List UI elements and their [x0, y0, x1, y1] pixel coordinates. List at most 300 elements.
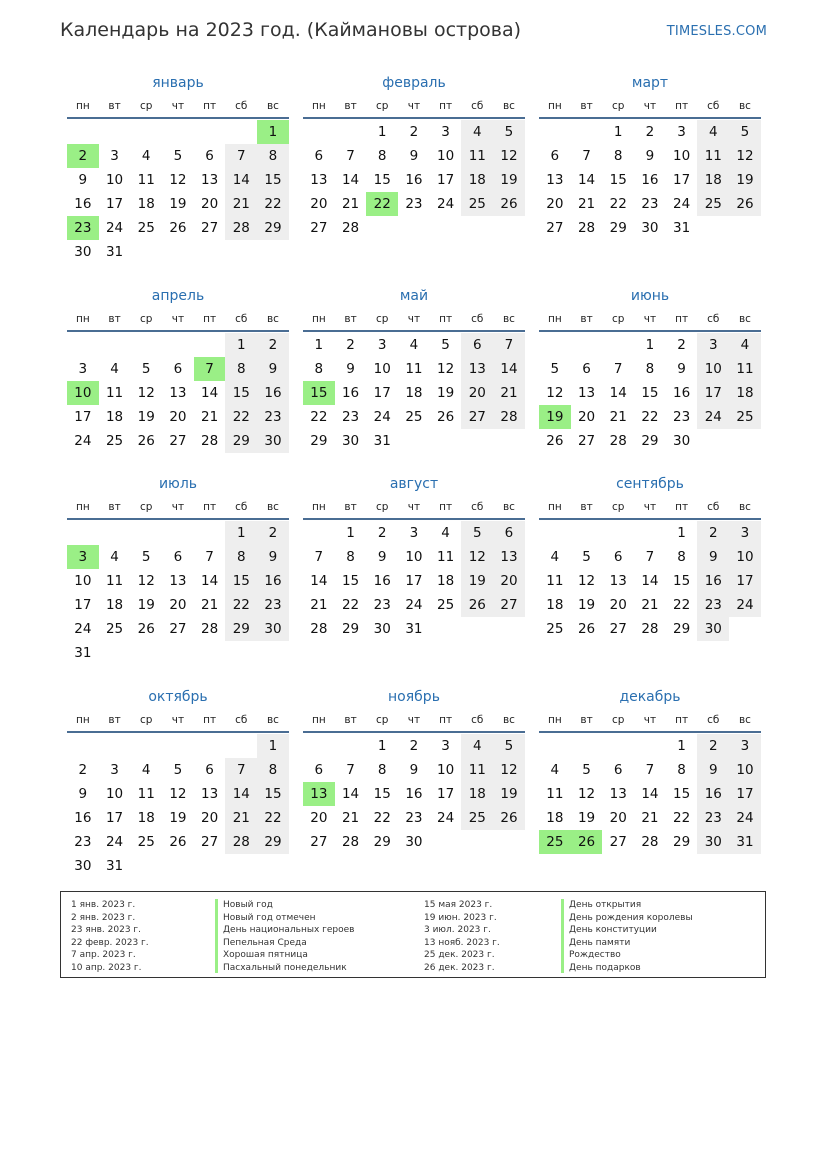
day-cell[interactable]: 26: [493, 806, 525, 830]
day-cell[interactable]: 13: [577, 385, 596, 401]
day-cell[interactable]: 19: [137, 409, 155, 425]
day-cell[interactable]: 28: [493, 405, 525, 429]
day-cell[interactable]: 17: [373, 385, 391, 401]
day-cell[interactable]: 21: [641, 810, 659, 826]
day-cell[interactable]: 28: [225, 216, 257, 240]
day-cell[interactable]: 18: [105, 409, 124, 425]
day-cell[interactable]: 17: [74, 597, 92, 613]
day-cell[interactable]: 10: [437, 762, 455, 778]
day-cell[interactable]: 2: [409, 124, 419, 140]
day-cell[interactable]: 5: [729, 120, 761, 144]
day-cell[interactable]: 3: [729, 734, 761, 758]
day-cell[interactable]: 18: [697, 168, 729, 192]
holiday-day-cell[interactable]: 3: [67, 545, 99, 569]
day-cell[interactable]: 30: [373, 621, 391, 637]
holiday-day-cell[interactable]: 1: [257, 120, 289, 144]
day-cell[interactable]: 26: [169, 834, 187, 850]
day-cell[interactable]: 30: [405, 834, 423, 850]
holiday-day-cell[interactable]: 10: [67, 381, 99, 405]
day-cell[interactable]: 31: [74, 645, 92, 661]
day-cell[interactable]: 16: [641, 172, 659, 188]
day-cell[interactable]: 2: [346, 337, 355, 353]
day-cell[interactable]: 2: [645, 124, 655, 140]
day-cell[interactable]: 20: [201, 810, 219, 826]
day-cell[interactable]: 2: [409, 738, 419, 754]
day-cell[interactable]: 21: [310, 597, 328, 613]
day-cell[interactable]: 3: [441, 738, 450, 754]
day-cell[interactable]: 22: [225, 593, 257, 617]
day-cell[interactable]: 5: [173, 762, 183, 778]
day-cell[interactable]: 14: [201, 385, 219, 401]
day-cell[interactable]: 17: [74, 409, 92, 425]
day-cell[interactable]: 13: [201, 786, 219, 802]
day-cell[interactable]: 9: [257, 357, 289, 381]
day-cell[interactable]: 14: [609, 385, 627, 401]
day-cell[interactable]: 18: [405, 385, 423, 401]
day-cell[interactable]: 12: [169, 786, 187, 802]
day-cell[interactable]: 25: [105, 621, 124, 637]
day-cell[interactable]: 19: [169, 196, 187, 212]
day-cell[interactable]: 12: [493, 144, 525, 168]
day-cell[interactable]: 15: [373, 172, 391, 188]
day-cell[interactable]: 29: [225, 429, 257, 453]
day-cell[interactable]: 5: [173, 148, 183, 164]
day-cell[interactable]: 21: [341, 810, 360, 826]
day-cell[interactable]: 22: [257, 192, 289, 216]
day-cell[interactable]: 31: [673, 220, 691, 236]
day-cell[interactable]: 12: [729, 144, 761, 168]
day-cell[interactable]: 6: [205, 148, 214, 164]
day-cell[interactable]: 27: [609, 621, 627, 637]
day-cell[interactable]: 20: [169, 597, 187, 613]
day-cell[interactable]: 20: [609, 597, 627, 613]
holiday-day-cell[interactable]: 13: [303, 782, 335, 806]
day-cell[interactable]: 9: [257, 545, 289, 569]
day-cell[interactable]: 18: [461, 782, 493, 806]
day-cell[interactable]: 8: [257, 758, 289, 782]
day-cell[interactable]: 11: [137, 786, 155, 802]
day-cell[interactable]: 9: [346, 361, 355, 377]
day-cell[interactable]: 3: [377, 337, 387, 353]
day-cell[interactable]: 3: [441, 124, 450, 140]
day-cell[interactable]: 8: [225, 545, 257, 569]
day-cell[interactable]: 3: [729, 521, 761, 545]
day-cell[interactable]: 12: [137, 385, 155, 401]
day-cell[interactable]: 26: [437, 409, 455, 425]
day-cell[interactable]: 22: [257, 806, 289, 830]
day-cell[interactable]: 24: [437, 810, 455, 826]
day-cell[interactable]: 27: [577, 433, 596, 449]
day-cell[interactable]: 31: [105, 858, 124, 874]
day-cell[interactable]: 3: [677, 124, 686, 140]
day-cell[interactable]: 29: [641, 433, 659, 449]
day-cell[interactable]: 25: [137, 220, 155, 236]
day-cell[interactable]: 26: [546, 433, 564, 449]
day-cell[interactable]: 31: [729, 830, 761, 854]
day-cell[interactable]: 8: [677, 762, 686, 778]
day-cell[interactable]: 8: [645, 361, 655, 377]
day-cell[interactable]: 23: [673, 409, 691, 425]
day-cell[interactable]: 22: [673, 597, 691, 613]
day-cell[interactable]: 13: [169, 385, 187, 401]
day-cell[interactable]: 4: [550, 549, 560, 565]
day-cell[interactable]: 16: [405, 786, 423, 802]
day-cell[interactable]: 26: [729, 192, 761, 216]
day-cell[interactable]: 9: [78, 172, 88, 188]
holiday-day-cell[interactable]: 22: [366, 192, 398, 216]
day-cell[interactable]: 18: [461, 168, 493, 192]
day-cell[interactable]: 17: [105, 810, 124, 826]
day-cell[interactable]: 5: [441, 337, 450, 353]
day-cell[interactable]: 10: [673, 148, 691, 164]
day-cell[interactable]: 7: [493, 333, 525, 357]
day-cell[interactable]: 13: [609, 573, 627, 589]
day-cell[interactable]: 30: [697, 830, 729, 854]
day-cell[interactable]: 27: [310, 220, 328, 236]
day-cell[interactable]: 1: [677, 525, 686, 541]
day-cell[interactable]: 6: [613, 549, 623, 565]
day-cell[interactable]: 24: [697, 405, 729, 429]
day-cell[interactable]: 8: [377, 148, 387, 164]
day-cell[interactable]: 20: [609, 810, 627, 826]
day-cell[interactable]: 22: [673, 810, 691, 826]
day-cell[interactable]: 6: [205, 762, 214, 778]
holiday-day-cell[interactable]: 25: [539, 830, 571, 854]
day-cell[interactable]: 15: [341, 573, 360, 589]
day-cell[interactable]: 28: [341, 834, 360, 850]
day-cell[interactable]: 30: [341, 433, 360, 449]
day-cell[interactable]: 30: [257, 429, 289, 453]
day-cell[interactable]: 14: [341, 786, 360, 802]
day-cell[interactable]: 11: [697, 144, 729, 168]
day-cell[interactable]: 24: [373, 409, 391, 425]
day-cell[interactable]: 29: [310, 433, 328, 449]
day-cell[interactable]: 16: [74, 810, 92, 826]
day-cell[interactable]: 11: [546, 573, 564, 589]
day-cell[interactable]: 13: [201, 172, 219, 188]
day-cell[interactable]: 10: [729, 758, 761, 782]
day-cell[interactable]: 30: [697, 617, 729, 641]
day-cell[interactable]: 5: [141, 361, 151, 377]
day-cell[interactable]: 21: [577, 196, 596, 212]
day-cell[interactable]: 13: [461, 357, 493, 381]
day-cell[interactable]: 24: [729, 593, 761, 617]
day-cell[interactable]: 21: [609, 409, 627, 425]
day-cell[interactable]: 13: [609, 786, 627, 802]
day-cell[interactable]: 23: [341, 409, 360, 425]
day-cell[interactable]: 10: [437, 148, 455, 164]
day-cell[interactable]: 1: [314, 337, 324, 353]
holiday-day-cell[interactable]: 26: [571, 830, 603, 854]
brand-link[interactable]: TIMESLES.COM: [666, 24, 767, 39]
day-cell[interactable]: 27: [169, 433, 187, 449]
day-cell[interactable]: 19: [729, 168, 761, 192]
day-cell[interactable]: 29: [341, 621, 360, 637]
day-cell[interactable]: 3: [697, 333, 729, 357]
day-cell[interactable]: 27: [310, 834, 328, 850]
day-cell[interactable]: 21: [201, 597, 219, 613]
day-cell[interactable]: 6: [173, 361, 183, 377]
day-cell[interactable]: 27: [201, 220, 219, 236]
day-cell[interactable]: 15: [257, 782, 289, 806]
day-cell[interactable]: 21: [493, 381, 525, 405]
day-cell[interactable]: 30: [74, 244, 92, 260]
day-cell[interactable]: 28: [201, 433, 219, 449]
day-cell[interactable]: 16: [697, 782, 729, 806]
day-cell[interactable]: 10: [697, 357, 729, 381]
day-cell[interactable]: 6: [314, 762, 324, 778]
day-cell[interactable]: 1: [225, 521, 257, 545]
day-cell[interactable]: 1: [377, 738, 387, 754]
day-cell[interactable]: 12: [577, 786, 596, 802]
day-cell[interactable]: 20: [493, 569, 525, 593]
day-cell[interactable]: 8: [314, 361, 324, 377]
day-cell[interactable]: 7: [225, 758, 257, 782]
day-cell[interactable]: 7: [582, 148, 591, 164]
day-cell[interactable]: 19: [493, 168, 525, 192]
day-cell[interactable]: 1: [257, 734, 289, 758]
day-cell[interactable]: 27: [609, 834, 627, 850]
day-cell[interactable]: 29: [257, 216, 289, 240]
day-cell[interactable]: 25: [729, 405, 761, 429]
day-cell[interactable]: 19: [577, 810, 596, 826]
holiday-day-cell[interactable]: 2: [67, 144, 99, 168]
day-cell[interactable]: 28: [641, 621, 659, 637]
day-cell[interactable]: 5: [141, 549, 151, 565]
day-cell[interactable]: 12: [169, 172, 187, 188]
day-cell[interactable]: 4: [409, 337, 419, 353]
day-cell[interactable]: 25: [461, 806, 493, 830]
day-cell[interactable]: 30: [74, 858, 92, 874]
day-cell[interactable]: 20: [461, 381, 493, 405]
day-cell[interactable]: 15: [609, 172, 627, 188]
day-cell[interactable]: 2: [677, 337, 686, 353]
day-cell[interactable]: 4: [461, 734, 493, 758]
day-cell[interactable]: 21: [201, 409, 219, 425]
day-cell[interactable]: 27: [546, 220, 564, 236]
day-cell[interactable]: 13: [546, 172, 564, 188]
day-cell[interactable]: 9: [697, 758, 729, 782]
day-cell[interactable]: 17: [729, 569, 761, 593]
day-cell[interactable]: 6: [582, 361, 591, 377]
day-cell[interactable]: 11: [105, 385, 124, 401]
day-cell[interactable]: 5: [461, 521, 493, 545]
day-cell[interactable]: 17: [437, 786, 455, 802]
day-cell[interactable]: 1: [677, 738, 686, 754]
day-cell[interactable]: 14: [641, 786, 659, 802]
day-cell[interactable]: 9: [409, 762, 419, 778]
day-cell[interactable]: 8: [225, 357, 257, 381]
day-cell[interactable]: 20: [577, 409, 596, 425]
day-cell[interactable]: 1: [377, 124, 387, 140]
day-cell[interactable]: 13: [310, 172, 328, 188]
day-cell[interactable]: 14: [225, 782, 257, 806]
day-cell[interactable]: 29: [373, 834, 391, 850]
day-cell[interactable]: 18: [137, 810, 155, 826]
day-cell[interactable]: 21: [341, 196, 360, 212]
day-cell[interactable]: 26: [493, 192, 525, 216]
day-cell[interactable]: 15: [673, 786, 691, 802]
day-cell[interactable]: 29: [225, 617, 257, 641]
day-cell[interactable]: 2: [697, 734, 729, 758]
day-cell[interactable]: 21: [225, 806, 257, 830]
day-cell[interactable]: 4: [141, 762, 151, 778]
day-cell[interactable]: 24: [105, 834, 124, 850]
day-cell[interactable]: 31: [105, 244, 124, 260]
day-cell[interactable]: 12: [461, 545, 493, 569]
day-cell[interactable]: 15: [225, 381, 257, 405]
day-cell[interactable]: 20: [310, 196, 328, 212]
day-cell[interactable]: 10: [405, 549, 423, 565]
day-cell[interactable]: 25: [105, 433, 124, 449]
day-cell[interactable]: 7: [346, 762, 355, 778]
holiday-day-cell[interactable]: 15: [303, 381, 335, 405]
day-cell[interactable]: 16: [257, 569, 289, 593]
holiday-day-cell[interactable]: 23: [67, 216, 99, 240]
day-cell[interactable]: 17: [697, 381, 729, 405]
day-cell[interactable]: 14: [641, 573, 659, 589]
day-cell[interactable]: 12: [437, 361, 455, 377]
day-cell[interactable]: 5: [582, 549, 591, 565]
day-cell[interactable]: 1: [613, 124, 623, 140]
day-cell[interactable]: 28: [310, 621, 328, 637]
day-cell[interactable]: 16: [697, 569, 729, 593]
day-cell[interactable]: 23: [373, 597, 391, 613]
day-cell[interactable]: 30: [673, 433, 691, 449]
day-cell[interactable]: 9: [377, 549, 387, 565]
day-cell[interactable]: 3: [110, 762, 119, 778]
day-cell[interactable]: 14: [225, 168, 257, 192]
day-cell[interactable]: 7: [645, 762, 655, 778]
day-cell[interactable]: 2: [257, 333, 289, 357]
day-cell[interactable]: 10: [105, 786, 124, 802]
day-cell[interactable]: 26: [137, 433, 155, 449]
day-cell[interactable]: 4: [461, 120, 493, 144]
day-cell[interactable]: 25: [437, 597, 455, 613]
day-cell[interactable]: 4: [110, 549, 119, 565]
day-cell[interactable]: 15: [673, 573, 691, 589]
day-cell[interactable]: 4: [110, 361, 119, 377]
day-cell[interactable]: 16: [373, 573, 391, 589]
day-cell[interactable]: 11: [461, 758, 493, 782]
day-cell[interactable]: 16: [405, 172, 423, 188]
day-cell[interactable]: 17: [729, 782, 761, 806]
day-cell[interactable]: 28: [341, 220, 360, 236]
day-cell[interactable]: 19: [169, 810, 187, 826]
day-cell[interactable]: 1: [225, 333, 257, 357]
day-cell[interactable]: 24: [729, 806, 761, 830]
day-cell[interactable]: 27: [201, 834, 219, 850]
day-cell[interactable]: 22: [609, 196, 627, 212]
day-cell[interactable]: 17: [405, 573, 423, 589]
day-cell[interactable]: 23: [697, 806, 729, 830]
day-cell[interactable]: 10: [373, 361, 391, 377]
day-cell[interactable]: 29: [673, 834, 691, 850]
day-cell[interactable]: 28: [201, 621, 219, 637]
day-cell[interactable]: 15: [225, 569, 257, 593]
day-cell[interactable]: 31: [373, 433, 391, 449]
day-cell[interactable]: 26: [461, 593, 493, 617]
day-cell[interactable]: 18: [546, 810, 564, 826]
day-cell[interactable]: 7: [314, 549, 324, 565]
day-cell[interactable]: 10: [105, 172, 124, 188]
day-cell[interactable]: 1: [645, 337, 655, 353]
day-cell[interactable]: 3: [110, 148, 119, 164]
day-cell[interactable]: 28: [577, 220, 596, 236]
day-cell[interactable]: 3: [78, 361, 88, 377]
day-cell[interactable]: 7: [205, 549, 214, 565]
day-cell[interactable]: 15: [373, 786, 391, 802]
day-cell[interactable]: 11: [461, 144, 493, 168]
day-cell[interactable]: 9: [409, 148, 419, 164]
day-cell[interactable]: 12: [546, 385, 564, 401]
day-cell[interactable]: 11: [437, 549, 455, 565]
day-cell[interactable]: 22: [641, 409, 659, 425]
day-cell[interactable]: 10: [729, 545, 761, 569]
day-cell[interactable]: 8: [613, 148, 623, 164]
day-cell[interactable]: 5: [493, 734, 525, 758]
day-cell[interactable]: 26: [137, 621, 155, 637]
day-cell[interactable]: 26: [169, 220, 187, 236]
day-cell[interactable]: 7: [645, 549, 655, 565]
day-cell[interactable]: 3: [409, 525, 419, 541]
day-cell[interactable]: 28: [225, 830, 257, 854]
day-cell[interactable]: 4: [697, 120, 729, 144]
day-cell[interactable]: 19: [461, 569, 493, 593]
day-cell[interactable]: 4: [441, 525, 450, 541]
day-cell[interactable]: 27: [169, 621, 187, 637]
day-cell[interactable]: 11: [405, 361, 423, 377]
day-cell[interactable]: 24: [673, 196, 691, 212]
day-cell[interactable]: 2: [257, 521, 289, 545]
day-cell[interactable]: 17: [105, 196, 124, 212]
holiday-day-cell[interactable]: 19: [539, 405, 571, 429]
day-cell[interactable]: 25: [697, 192, 729, 216]
day-cell[interactable]: 7: [613, 361, 623, 377]
day-cell[interactable]: 11: [137, 172, 155, 188]
day-cell[interactable]: 22: [225, 405, 257, 429]
day-cell[interactable]: 6: [550, 148, 560, 164]
day-cell[interactable]: 4: [141, 148, 151, 164]
day-cell[interactable]: 23: [641, 196, 659, 212]
day-cell[interactable]: 18: [105, 597, 124, 613]
day-cell[interactable]: 7: [346, 148, 355, 164]
day-cell[interactable]: 20: [201, 196, 219, 212]
day-cell[interactable]: 30: [641, 220, 659, 236]
day-cell[interactable]: 5: [582, 762, 591, 778]
day-cell[interactable]: 21: [641, 597, 659, 613]
day-cell[interactable]: 23: [257, 405, 289, 429]
day-cell[interactable]: 25: [405, 409, 423, 425]
day-cell[interactable]: 28: [609, 433, 627, 449]
day-cell[interactable]: 27: [493, 593, 525, 617]
day-cell[interactable]: 20: [310, 810, 328, 826]
day-cell[interactable]: 25: [461, 192, 493, 216]
day-cell[interactable]: 11: [729, 357, 761, 381]
day-cell[interactable]: 16: [341, 385, 360, 401]
day-cell[interactable]: 14: [310, 573, 328, 589]
day-cell[interactable]: 24: [405, 597, 423, 613]
day-cell[interactable]: 14: [201, 573, 219, 589]
day-cell[interactable]: 19: [137, 597, 155, 613]
day-cell[interactable]: 7: [225, 144, 257, 168]
day-cell[interactable]: 13: [493, 545, 525, 569]
day-cell[interactable]: 11: [105, 573, 124, 589]
day-cell[interactable]: 23: [74, 834, 92, 850]
day-cell[interactable]: 4: [550, 762, 560, 778]
day-cell[interactable]: 29: [673, 621, 691, 637]
day-cell[interactable]: 14: [493, 357, 525, 381]
